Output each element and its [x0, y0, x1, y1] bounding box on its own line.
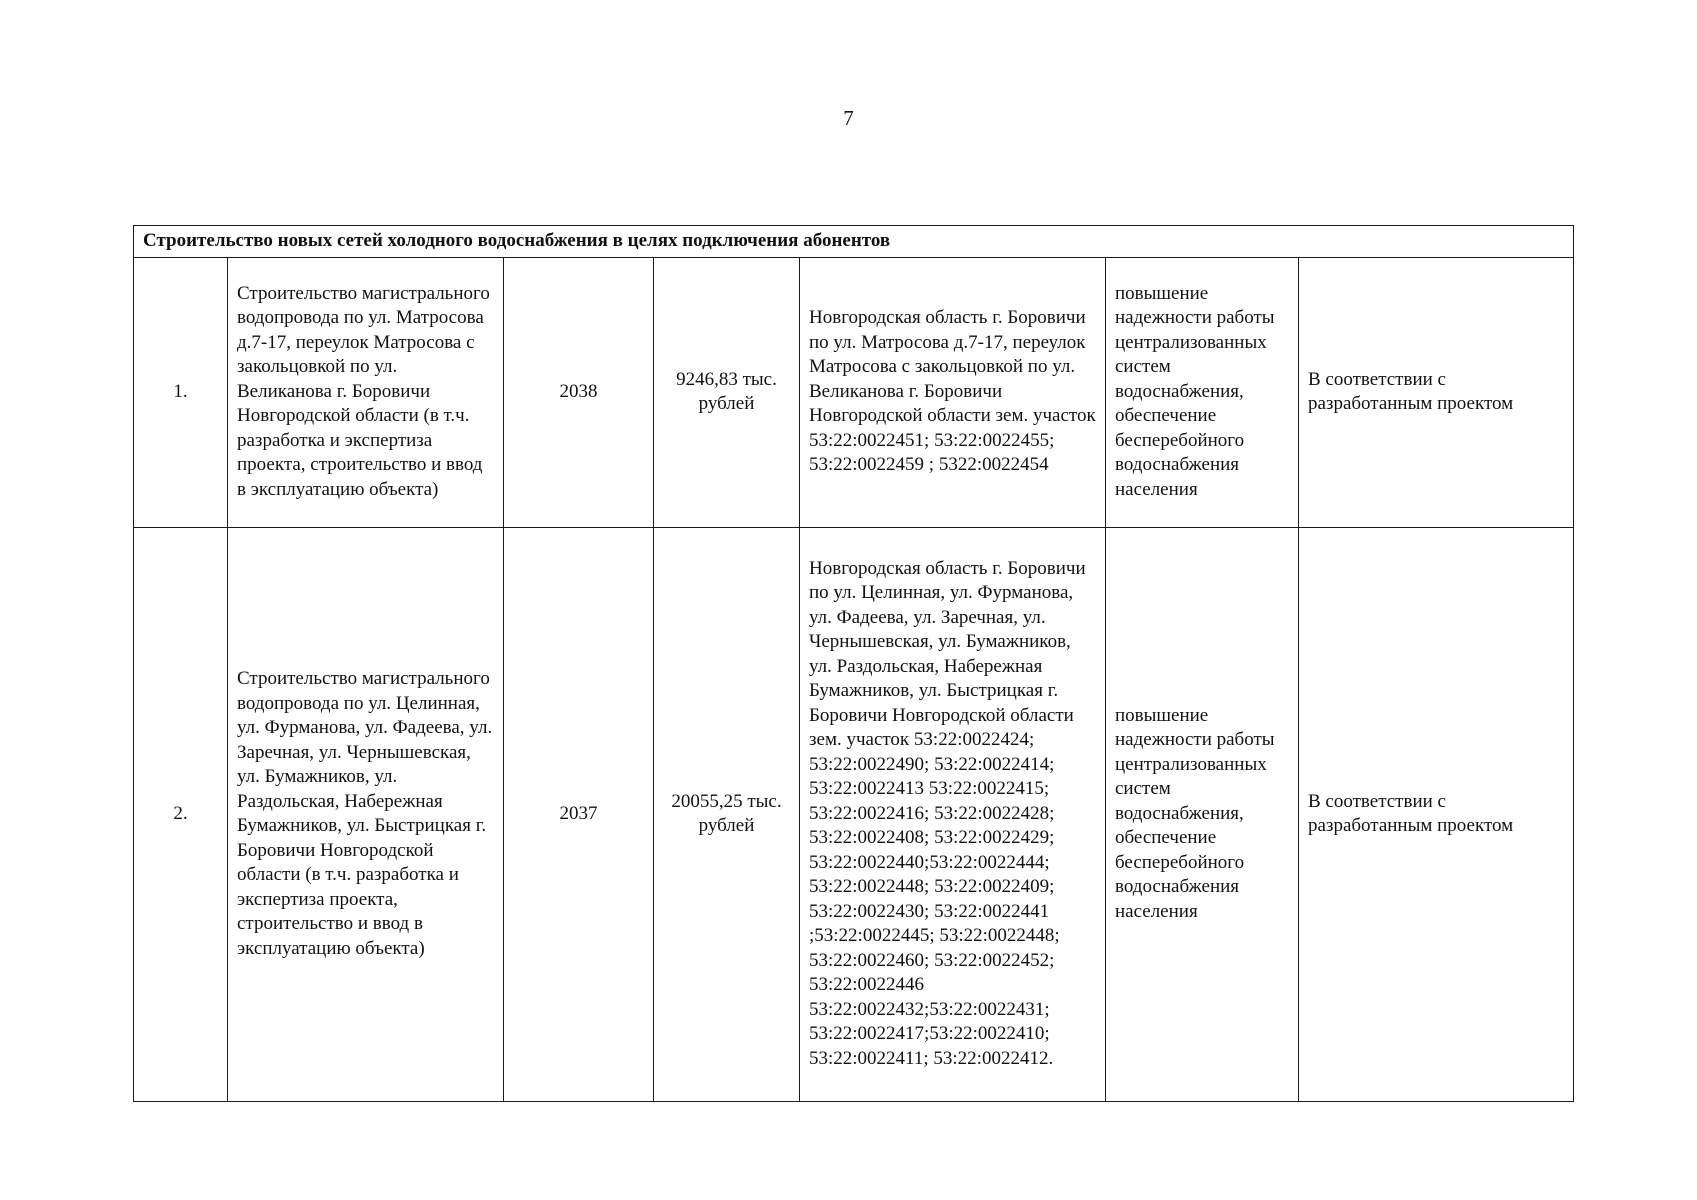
table-row — [134, 527, 1574, 1101]
project-address: Новгородская область г. Боровичи по ул. Целинная, ул. Фурманова, ул. Фадеева, ул. Заречная, ул. Чернышевская, ул. Бумажников, ул. Раздольская, Набережная Бумажников, ул. Быстрицкая г. Боровичи Новгородской области зем. участок 53:22:0022424; 53:22:0022490; 53:22:0022414; 53:22:0022413 53:22:0022415; 53:22:0022416; 53:22:0022428; 53:22:0022408; 53:22:0022429; 53:22:0022440;53:22:0022444; 53:22:0022448; 53:22:0022409; 53:22:0022430; 53:22:0022441 ;53:22:0022445; 53:22:0022448; 53:22:0022460; 53:22:0022452; 53:22:0022446 53:22:0022432;53:22:0022431; 53:22:0022417;53:22:0022410; 53:22:0022411; 53:22:0022412. — [800, 527, 1106, 1101]
row-number: 1. — [134, 257, 228, 527]
project-cost: 20055,25 тыс. рублей — [654, 527, 800, 1101]
page-number: 7 — [843, 106, 854, 130]
table-row — [134, 257, 1574, 527]
section-header-row — [134, 226, 1574, 258]
row-number: 2. — [134, 527, 228, 1101]
project-note: В соответствии с разработанным проектом — [1299, 527, 1574, 1101]
project-address: Новгородская область г. Боровичи по ул. Матросова д.7-17, переулок Матросова с закольцовкой по ул. Великанова г. Боровичи Новгородской области зем. участок 53:22:0022451; 53:22:0022455; 53:22:0022459 ; 5322:0022454 — [800, 257, 1106, 527]
project-year: 2038 — [504, 257, 654, 527]
project-year: 2037 — [504, 527, 654, 1101]
project-name: Строительство магистрального водопровода по ул. Матросова д.7-17, переулок Матросова с закольцовкой по ул. Великанова г. Боровичи Новгородской области (в т.ч. разработка и экспертиза проекта, строительство и ввод в эксплуатацию объекта) — [228, 257, 504, 527]
project-goal: повышение надежности работы централизованных систем водоснабжения, обеспечение бесперебойного водоснабжения населения — [1106, 527, 1299, 1101]
project-goal: повышение надежности работы централизованных систем водоснабжения, обеспечение бесперебойного водоснабжения населения — [1106, 257, 1299, 527]
project-name: Строительство магистрального водопровода по ул. Целинная, ул. Фурманова, ул. Фадеева, ул. Заречная, ул. Чернышевская, ул. Бумажников, ул. Раздольская, Набережная Бумажников, ул. Быстрицкая г. Боровичи Новгородской области (в т.ч. разработка и экспертиза проекта, строительство и ввод в эксплуатацию объекта) — [228, 527, 504, 1101]
project-cost: 9246,83 тыс. рублей — [654, 257, 800, 527]
investment-table — [133, 225, 1574, 1102]
section-title: Строительство новых сетей холодного водоснабжения в целях подключения абонентов — [134, 226, 1574, 258]
project-note: В соответствии с разработанным проектом — [1299, 257, 1574, 527]
